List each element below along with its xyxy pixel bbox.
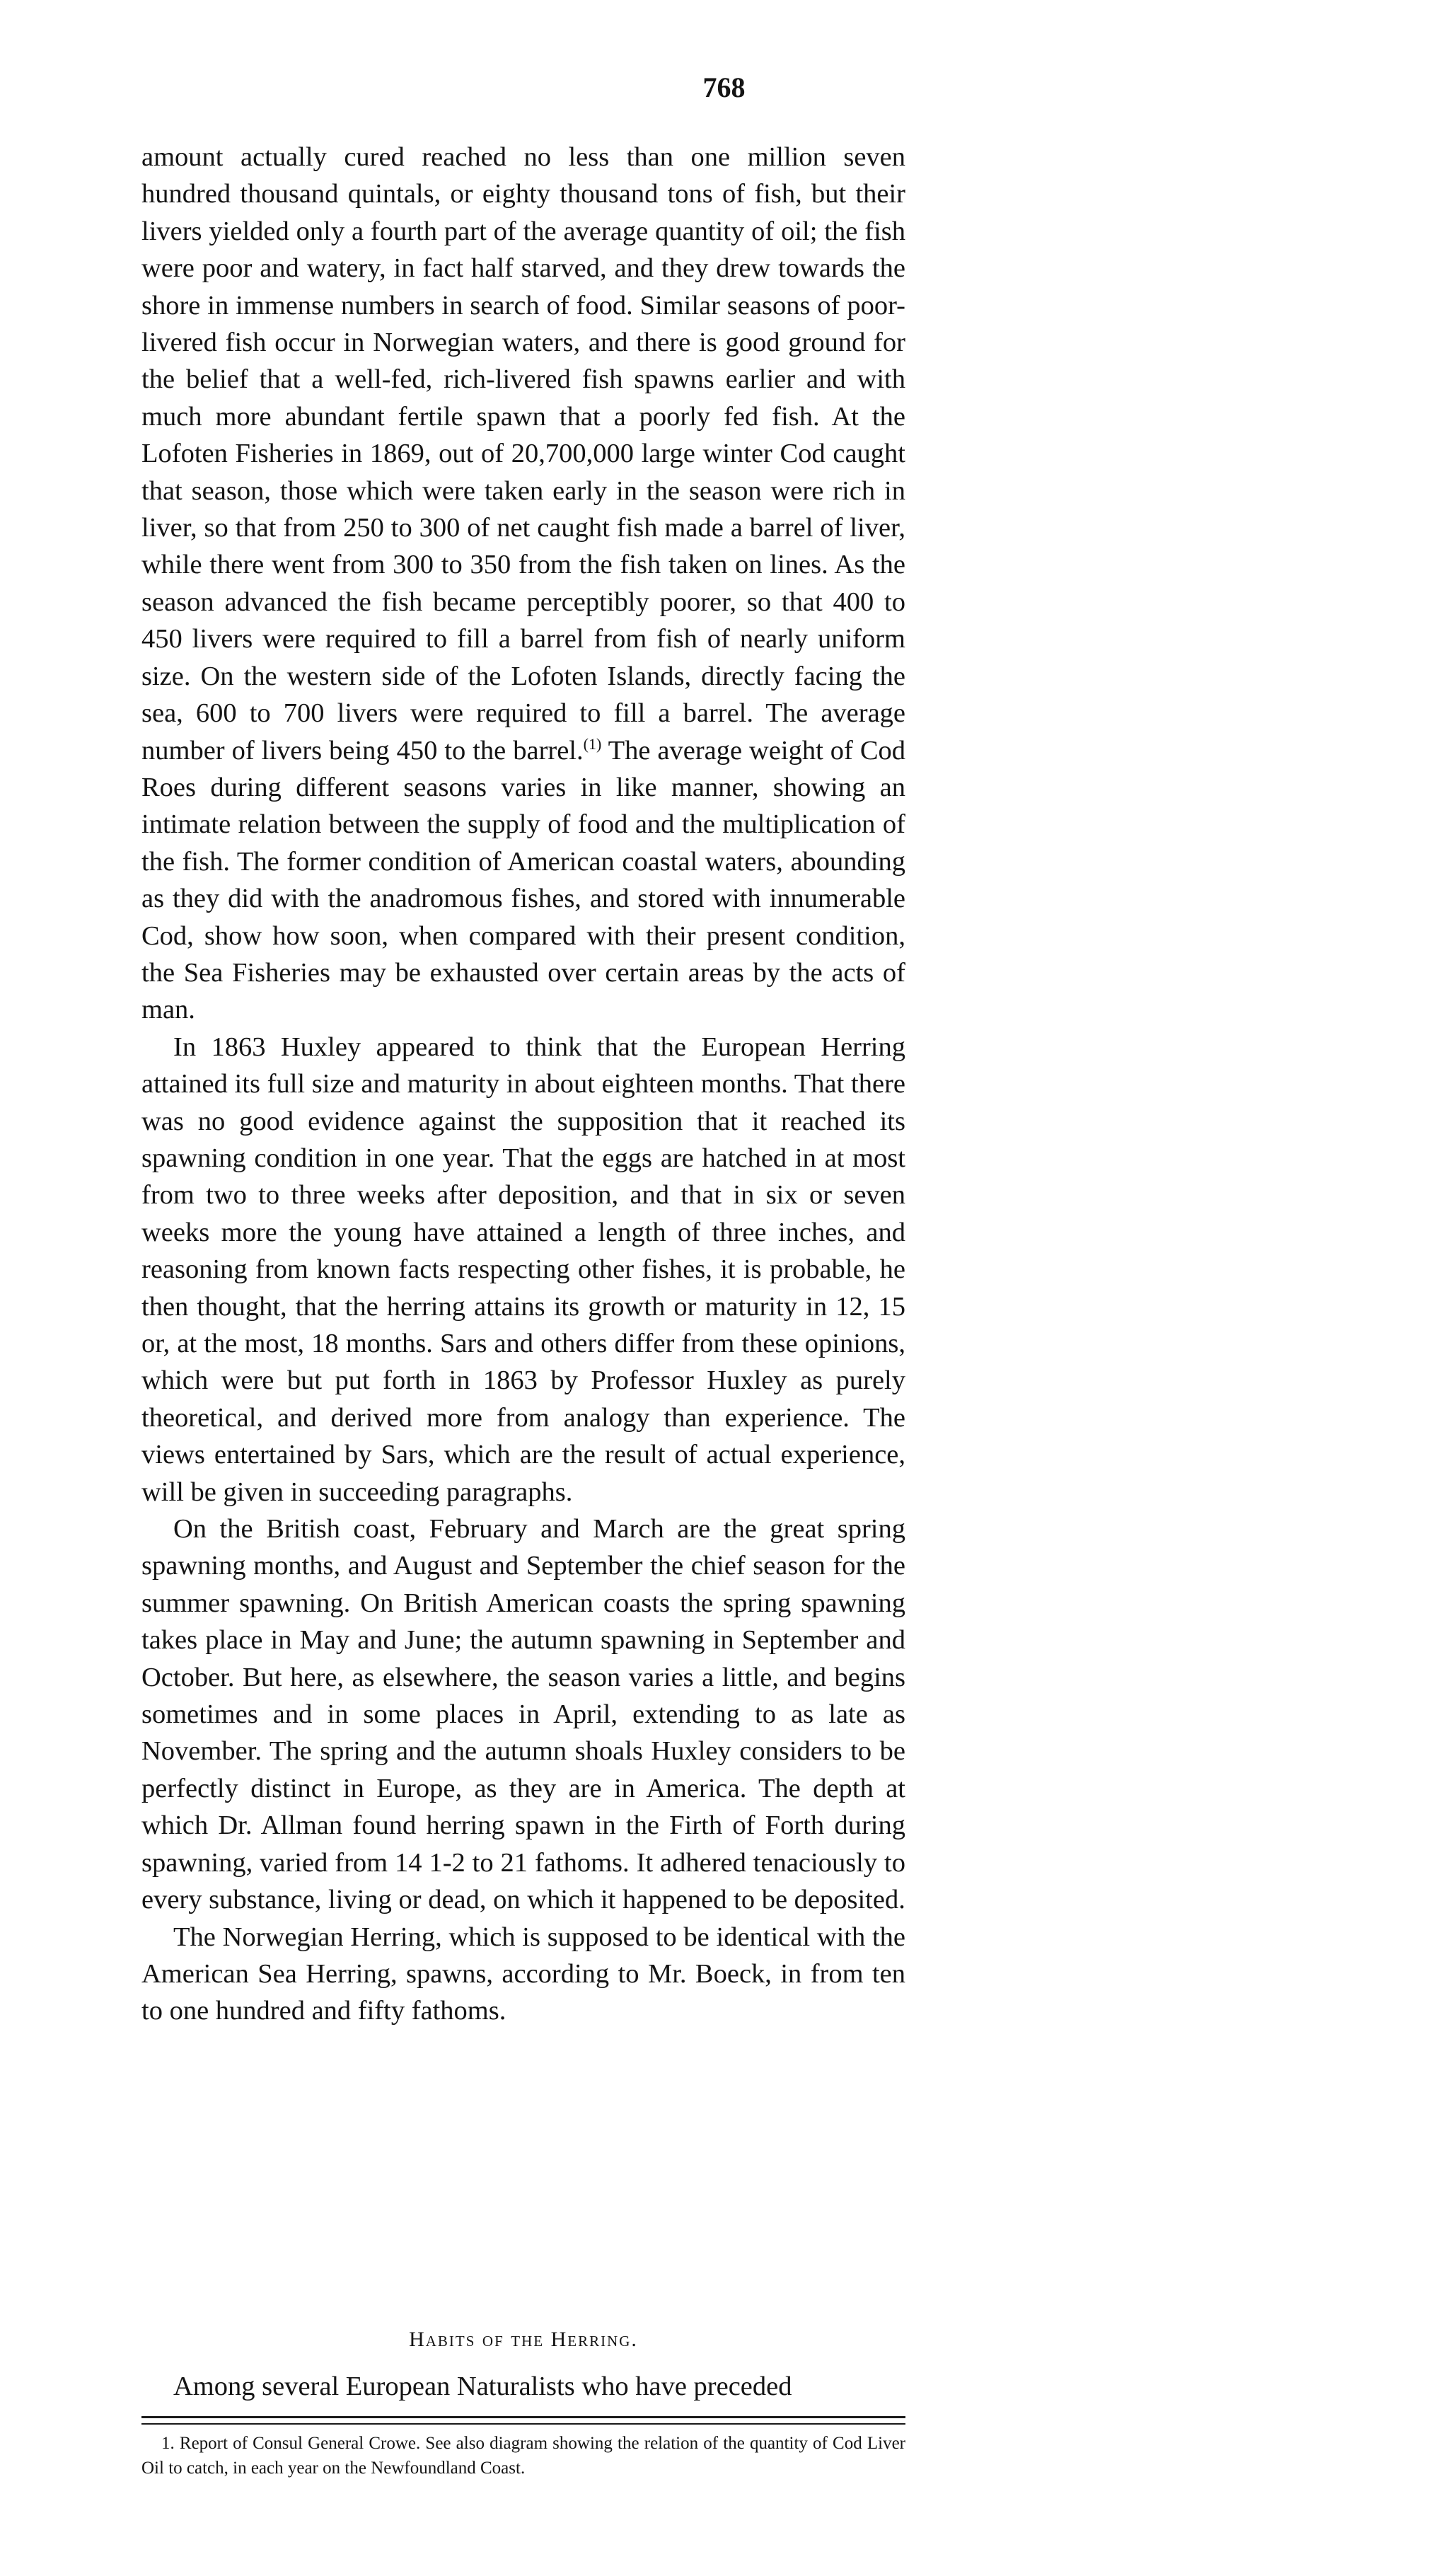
paragraph-cod-livers: [141, 139, 905, 1029]
paragraph-cod-roes-text: The average weight of Cod Roes during different seasons varies in like manner, showing an intimate relation between the supply of food and the multiplication of the fish. The former condition of American coastal waters, abounding as they did with the anadromous fishes, and stored with innumerable Cod, show how soon, when compared with their present condition, the Sea Fisheries may be exhausted over certain areas by the acts of man.: [141, 735, 905, 1025]
paragraph-british-coast: On the British coast, February and March are the great spring spawning months, and August and September the chief season for the summer spawning. On British American coasts the spring spawning takes place in May and June; the autumn spawning in September and October. But here, as elsewhere, the season varies a little, and begins sometimes and in some places in April, extending to as late as November. The spring and the autumn shoals Huxley considers to be perfectly distinct in Europe, as they are in America. The depth at which Dr. Allman found herring spawn in the Firth of Forth during spawning, varied from 14 1-2 to 21 fathoms. It adhered tenaciously to every substance, living or dead, on which it happened to be deposited.: [141, 1514, 905, 1915]
footnote: 1. Report of Consul General Crowe. See also diagram showing the relation of the quantity of Cod Liver Oil to catch, in each year on the Newfoundland Coast.: [141, 2434, 905, 2478]
footnote-rule-secondary: [141, 2423, 905, 2425]
footnote-reference: (1): [583, 734, 602, 753]
paragraph-norwegian-herring: The Norwegian Herring, which is supposed to be identical with the American Sea Herring, spawns, according to Mr. Boeck, in from ten to one hundred and fifty fathoms.: [141, 1922, 905, 2026]
section-heading: Habits of the Herring.: [409, 2328, 638, 2351]
paragraph-cod-livers-text: amount actually cured reached no less than one million seven hundred thousand quintals, or eighty thousand tons of fish, but their livers yielded only a fourth part of the average quantity of oil; the fish were poor and watery, in fact half starved, and they drew towards the shore in immense numbers in search of food. Similar seasons of poor-livered fish occur in Norwegian waters, and there is good ground for the belief that a well-fed, rich-livered fish spawns earlier and with much more abundant fertile spawn that a poorly fed fish. At the Lofoten Fisheries in 1869, out of 20,700,000 large winter Cod caught that season, those which were taken early in the season were rich in liver, so that from 250 to 300 of net caught fish made a barrel of liver, while there went from 300 to 350 from the fish taken on lines. As the season advanced the fish became perceptibly poorer, so that 400 to 450 livers were required to fill a barrel from fish of nearly uniform size. On the western side of the Lofoten Islands, directly facing the sea, 600 to 700 livers were required to fill a barrel. The average number of livers being 450 to the barrel.: [141, 142, 905, 766]
paragraph-huxley: In 1863 Huxley appeared to think that the European Herring attained its full size and maturity in about eighteen months. That there was no good evidence against the supposition that it reached its spawning condition in one year. That the eggs are hatched in at most from two to three weeks after deposition, and that in six or seven weeks more the young have attained a length of three inches, and reasoning from known facts respecting other fishes, it is probable, he then thought, that the herring attains its growth or maturity in 12, 15 or, at the most, 18 months. Sars and others differ from these opinions, which were but put forth in 1863 by Professor Huxley as purely theoretical, and derived more from analogy than experience. The views entertained by Sars, which are the result of actual experience, will be given in succeeding paragraphs.: [141, 1032, 905, 1507]
page-number: 768: [702, 71, 746, 103]
closing-line: Among several European Naturalists who have preceded: [173, 2372, 792, 2401]
footnote-rule: [141, 2416, 905, 2418]
body-text: [141, 139, 905, 2030]
